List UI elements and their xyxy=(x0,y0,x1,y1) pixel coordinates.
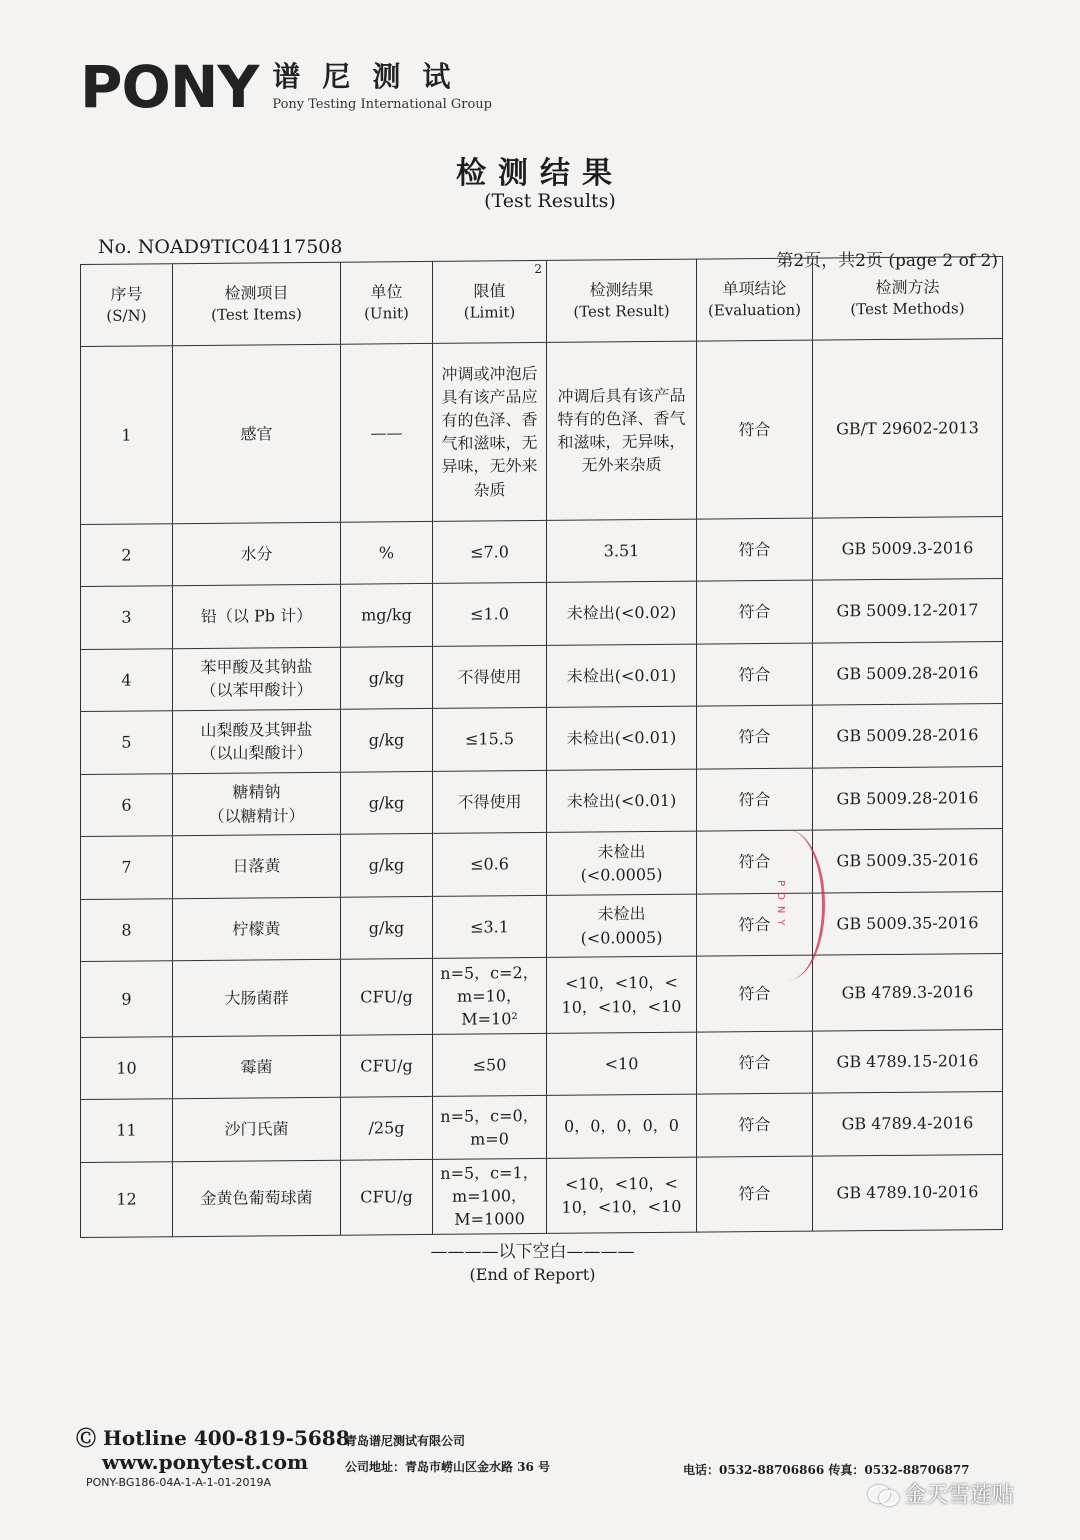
limit-note: 2 xyxy=(534,261,542,277)
cell-method: GB 4789.3-2016 xyxy=(813,954,1003,1031)
cell-eval: 符合 xyxy=(697,518,813,582)
cell-unit: g/kg xyxy=(341,646,433,709)
cell-method: GB 5009.28-2016 xyxy=(813,641,1003,705)
footer-doc-number: PONY-BG186-04A-1-A-1-01-2019A xyxy=(86,1476,272,1489)
footer-company: 青岛谱尼测试有限公司 xyxy=(345,1434,466,1448)
logo-chinese: 谱尼测试 xyxy=(272,59,473,93)
cell-item: 感官 xyxy=(173,344,341,523)
header-label-cn: 检测结果 xyxy=(589,280,654,300)
cell-limit: ≤1.0 xyxy=(433,583,547,647)
cell-item: 沙门氏菌 xyxy=(173,1097,341,1161)
cell-item: 金黄色葡萄球菌 xyxy=(173,1160,341,1237)
table-row xyxy=(81,1029,1003,1100)
footer-contact: 电话：0532-88706866 传真：0532-88706877 xyxy=(683,1463,970,1477)
cell-sn: 9 xyxy=(81,961,173,1037)
cell-result: 未检出 (<0.0005) xyxy=(547,831,697,895)
header-label-en: (Limit) xyxy=(463,303,516,322)
cell-unit: g/kg xyxy=(341,896,433,959)
page-indicator: 第2页，共2页 (page 2 of 2) xyxy=(776,251,998,271)
table-row xyxy=(81,954,1003,1037)
results-table xyxy=(80,256,1003,1238)
cell-item: 糖精钠 （以糖精计） xyxy=(173,772,341,836)
cell-sn: 2 xyxy=(81,523,173,586)
cell-unit: CFU/g xyxy=(341,959,433,1035)
cell-unit: g/kg xyxy=(341,834,433,897)
cell-method: GB 5009.28-2016 xyxy=(813,766,1003,830)
page-subtitle: (Test Results) xyxy=(484,190,616,212)
cell-sn: 10 xyxy=(81,1036,173,1099)
cell-unit: —— xyxy=(341,343,433,521)
cell-sn: 11 xyxy=(81,1099,173,1162)
cell-method: GB 5009.35-2016 xyxy=(813,829,1003,893)
cell-limit: n=5，c=0， m=0 xyxy=(433,1096,547,1160)
cell-item: 山梨酸及其钾盐 （以山梨酸计） xyxy=(173,709,341,773)
cell-item: 水分 xyxy=(173,522,341,586)
table-body xyxy=(81,338,1003,1237)
header-label-cn: 序号 xyxy=(110,284,143,304)
results-table-wrap xyxy=(80,256,1002,1238)
stamp-text: PONY xyxy=(775,880,786,932)
cell-method: GB 4789.10-2016 xyxy=(813,1154,1003,1231)
cell-eval: 符合 xyxy=(697,830,813,894)
header-unit xyxy=(341,261,433,344)
cell-result: 冲调后具有该产品特有的色泽、香气和滋味，无异味，无外来杂质 xyxy=(547,341,697,520)
cell-eval: 符合 xyxy=(697,955,813,1031)
cell-result: 0，0，0，0，0 xyxy=(547,1094,697,1158)
cell-result: <10，<10，< 10，<10，<10 xyxy=(547,1157,697,1234)
cell-item: 苯甲酸及其钠盐 （以苯甲酸计） xyxy=(173,647,341,711)
cell-unit: g/kg xyxy=(341,771,433,834)
table-row xyxy=(81,704,1003,775)
cell-result: 3.51 xyxy=(547,519,697,583)
header-item xyxy=(173,262,341,345)
cell-eval: 符合 xyxy=(697,1031,813,1095)
cell-item: 霉菌 xyxy=(173,1035,341,1099)
cell-limit: 不得使用 xyxy=(433,770,547,834)
footer-website: www.ponytest.com xyxy=(102,1450,309,1474)
table-row xyxy=(81,766,1003,837)
header-label-cn: 单位 xyxy=(370,282,403,302)
header-label-cn: 检测项目 xyxy=(224,283,289,303)
cell-method: GB 5009.35-2016 xyxy=(813,891,1003,955)
cell-result: 未检出(<0.01) xyxy=(547,769,697,833)
cell-method: GB 5009.12-2017 xyxy=(813,579,1003,643)
cell-method: GB/T 29602-2013 xyxy=(813,338,1003,517)
cell-limit: ≤50 xyxy=(433,1033,547,1097)
cell-method: GB 5009.28-2016 xyxy=(813,704,1003,768)
pony-logo xyxy=(80,53,492,121)
header-label-en: (Test Items) xyxy=(211,305,302,325)
cell-limit: ≤15.5 xyxy=(433,708,547,772)
cell-sn: 1 xyxy=(81,346,173,524)
header-sn xyxy=(81,264,173,347)
cell-unit: /25g xyxy=(341,1097,433,1160)
table-row xyxy=(81,829,1003,900)
cell-sn: 4 xyxy=(81,648,173,711)
cell-sn: 6 xyxy=(81,773,173,836)
cell-sn: 7 xyxy=(81,836,173,899)
cell-unit: mg/kg xyxy=(341,584,433,647)
cell-item: 大肠菌群 xyxy=(173,960,341,1037)
header-label-cn: 限值 xyxy=(473,281,506,301)
table-row xyxy=(81,516,1003,587)
cell-limit: ≤7.0 xyxy=(433,520,547,584)
wechat-watermark xyxy=(868,1478,1014,1509)
cell-method: GB 4789.4-2016 xyxy=(813,1092,1003,1156)
footer-address: 公司地址：青岛市崂山区金水路 36 号 xyxy=(345,1460,551,1474)
cell-result: <10，<10，< 10，<10，<10 xyxy=(547,957,697,1034)
cell-result: 未检出(<0.01) xyxy=(547,706,697,770)
cell-sn: 3 xyxy=(81,586,173,649)
cell-result: <10 xyxy=(547,1032,697,1096)
header-label-cn: 检测方法 xyxy=(875,277,940,298)
header-label-en: (Evaluation) xyxy=(708,300,801,320)
cell-result: 未检出(<0.01) xyxy=(547,644,697,708)
table-row xyxy=(81,891,1003,962)
cell-result: 未检出(<0.02) xyxy=(547,581,697,645)
cell-sn: 12 xyxy=(81,1161,173,1237)
header-eval xyxy=(697,258,813,341)
cell-eval: 符合 xyxy=(697,340,813,519)
cell-sn: 8 xyxy=(81,899,173,962)
table-row xyxy=(81,1154,1003,1237)
cell-result: 未检出 (<0.0005) xyxy=(547,894,697,958)
cell-eval: 符合 xyxy=(697,580,813,644)
cell-sn: 5 xyxy=(81,711,173,774)
cell-item: 日落黄 xyxy=(173,835,341,899)
cell-limit: 冲调或冲泡后具有该产品应有的色泽、香气和滋味，无异味，无外来杂质 xyxy=(433,342,547,521)
table-row xyxy=(81,1092,1003,1163)
header-label-cn: 单项结论 xyxy=(722,278,787,299)
page-title: 检测结果 xyxy=(456,156,624,191)
logo-wordmark: PONY xyxy=(80,53,259,121)
wechat-icon xyxy=(868,1483,898,1505)
cell-item: 柠檬黄 xyxy=(173,897,341,961)
watermark-text: 金天雪莲贴 xyxy=(904,1483,1015,1508)
cell-method: GB 5009.3-2016 xyxy=(813,516,1003,580)
table-header-row xyxy=(81,256,1003,346)
cell-unit: % xyxy=(341,521,433,584)
end-of-report-en: (End of Report) xyxy=(469,1265,596,1284)
cell-limit: ≤0.6 xyxy=(433,833,547,897)
cell-eval: 符合 xyxy=(697,768,813,832)
header-limit xyxy=(433,260,547,343)
cell-eval: 符合 xyxy=(697,705,813,769)
header-result xyxy=(547,259,697,342)
header-label-en: (Unit) xyxy=(364,304,409,323)
cell-item: 铅（以 Pb 计） xyxy=(173,584,341,648)
header-label-en: (Test Methods) xyxy=(850,299,965,319)
table-row xyxy=(81,338,1003,524)
logo-english: Pony Testing International Group xyxy=(272,96,492,112)
cell-eval: 符合 xyxy=(697,643,813,707)
cell-eval: 符合 xyxy=(697,1093,813,1157)
footer-hotline: Ⓒ Hotline 400-819-5688 xyxy=(76,1426,350,1450)
header-method xyxy=(813,256,1003,340)
cell-unit: g/kg xyxy=(341,709,433,772)
cell-limit: 不得使用 xyxy=(433,645,547,709)
cell-unit: CFU/g xyxy=(341,1159,433,1235)
cell-limit: n=5，c=1， m=100， M=1000 xyxy=(433,1158,547,1234)
cell-limit: n=5，c=2， m=10， M=10² xyxy=(433,958,547,1034)
report-number: No. NOAD9TIC04117508 xyxy=(98,236,343,258)
header-label-en: (S/N) xyxy=(106,306,147,325)
cell-method: GB 4789.15-2016 xyxy=(813,1029,1003,1093)
header-label-en: (Test Result) xyxy=(573,302,670,321)
table-row xyxy=(81,579,1003,650)
cell-unit: CFU/g xyxy=(341,1034,433,1097)
table-row xyxy=(81,641,1003,712)
end-of-report-cn: ————以下空白———— xyxy=(430,1242,635,1262)
cell-eval: 符合 xyxy=(697,1156,813,1232)
cell-limit: ≤3.1 xyxy=(433,895,547,959)
cell-eval: 符合 xyxy=(697,893,813,957)
